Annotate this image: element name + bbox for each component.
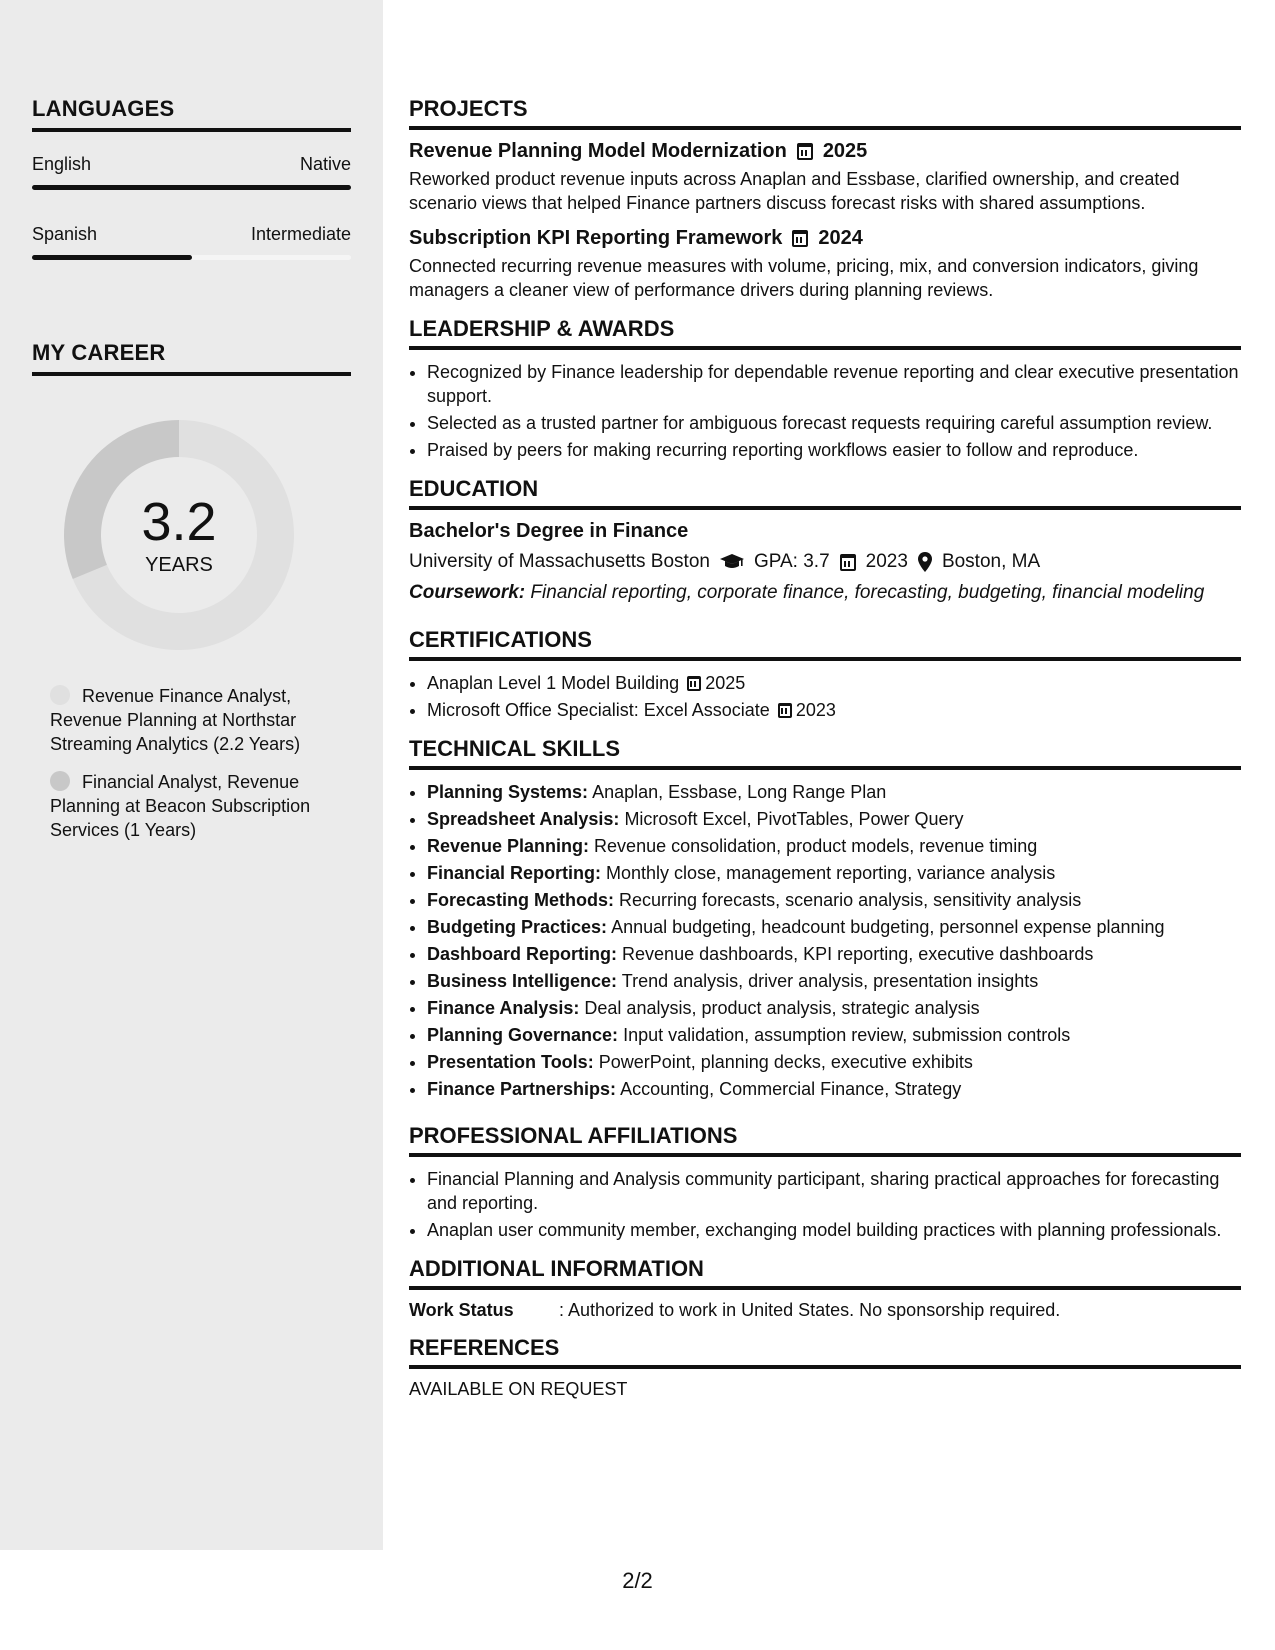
- certification-row: [427, 698, 1241, 722]
- certification-year: 2023: [795, 700, 836, 720]
- skill-item: [427, 1023, 1241, 1047]
- skill-item: [427, 807, 1241, 831]
- certification-name: • Anaplan Level 1 Model Building: [427, 673, 680, 693]
- calendar-icon: [687, 676, 701, 691]
- list-item: • Praised by peers for making recurring reporting workflows easier to follow and reproduce.: [427, 438, 1241, 462]
- degree-title: Bachelor's Degree in Finance: [409, 520, 689, 542]
- language-bar-fill: [32, 185, 351, 190]
- page-number: 2/2: [622, 1568, 653, 1593]
- skill-value: Deal analysis, product analysis, strategic analysis: [584, 998, 980, 1018]
- graduation-cap-icon: [720, 554, 744, 570]
- education-location: Boston, MA: [941, 551, 1041, 572]
- gpa: GPA: 3.7: [753, 551, 830, 572]
- skill-item: [427, 780, 1241, 804]
- work-status-value: : Authorized to work in United States. No sponsorship required.: [559, 1300, 1061, 1320]
- language-name: Spanish: [32, 224, 98, 244]
- career-total-years: 3.2: [141, 491, 217, 552]
- language-bar-fill: [32, 255, 192, 260]
- additional-info-heading: ADDITIONAL INFORMATION: [409, 1256, 1241, 1290]
- skill-value: Recurring forecasts, scenario analysis, sensitivity analysis: [619, 890, 1082, 910]
- education-section: [409, 476, 1241, 605]
- skill-label: Planning Systems:: [427, 782, 589, 802]
- school-name: University of Massachusetts Boston: [409, 551, 710, 572]
- skill-item: [427, 1077, 1241, 1101]
- career-legend-dot: [50, 685, 70, 705]
- skill-value: Anaplan, Essbase, Long Range Plan: [592, 782, 887, 802]
- skill-item: [427, 996, 1241, 1020]
- coursework-label: Coursework:: [409, 582, 526, 603]
- leadership-list: [409, 360, 1241, 462]
- project-year: 2025: [822, 140, 868, 162]
- project-description: Reworked product revenue inputs across Anaplan and Essbase, clarified ownership, and created scenario views that helped Finance partners discuss forecast risks with shared assumptions.: [409, 169, 1180, 213]
- skill-value: PowerPoint, planning decks, executive exhibits: [598, 1052, 973, 1072]
- main-content: [409, 96, 1241, 1414]
- certifications-section: [409, 627, 1241, 722]
- skill-item: [427, 969, 1241, 993]
- career-item: [50, 684, 351, 756]
- list-item: • Anaplan user community member, exchanging model building practices with planning professionals.: [427, 1218, 1241, 1242]
- skill-label: Financial Reporting:: [427, 863, 602, 883]
- languages-heading: LANGUAGES: [32, 96, 351, 132]
- certification-row: [427, 671, 1241, 695]
- calendar-icon: [778, 703, 792, 718]
- calendar-icon: [797, 143, 813, 160]
- skill-item: [427, 1050, 1241, 1074]
- work-status-row: [409, 1300, 1241, 1321]
- skill-item: [427, 861, 1241, 885]
- language-row: [32, 224, 351, 245]
- references-section: [409, 1335, 1241, 1400]
- certifications-heading: CERTIFICATIONS: [409, 627, 1241, 661]
- career-item-text: Revenue Finance Analyst, Revenue Planning at Northstar Streaming Analytics (2.2 Years): [50, 686, 301, 754]
- language-row: [32, 154, 351, 175]
- coursework: [409, 581, 1241, 605]
- calendar-icon: [792, 230, 808, 247]
- education-details: [409, 551, 1241, 573]
- skill-value: Accounting, Commercial Finance, Strategy: [620, 1079, 962, 1099]
- career-list: [32, 684, 351, 842]
- project-description: Connected recurring revenue measures with volume, pricing, mix, and conversion indicators, giving managers a cleaner view of performance drivers during planning reviews.: [409, 256, 1199, 300]
- skill-value: Revenue consolidation, product models, revenue timing: [594, 836, 1038, 856]
- skill-value: Input validation, assumption review, submission controls: [623, 1025, 1071, 1045]
- project-title-row: [409, 140, 1241, 163]
- language-name: English: [32, 154, 92, 174]
- skill-label: Presentation Tools:: [427, 1052, 594, 1072]
- calendar-icon: [840, 554, 856, 571]
- sidebar: [0, 0, 383, 1550]
- list-item: [427, 698, 1241, 722]
- skill-value: Annual budgeting, headcount budgeting, personnel expense planning: [611, 917, 1165, 937]
- career-heading: MY CAREER: [32, 340, 351, 376]
- additional-info-section: [409, 1256, 1241, 1321]
- career-item-text: Financial Analyst, Revenue Planning at Beacon Subscription Services (1 Years): [50, 772, 311, 840]
- affiliations-heading: PROFESSIONAL AFFILIATIONS: [409, 1123, 1241, 1157]
- skill-label: Finance Analysis:: [427, 998, 580, 1018]
- skill-value: Microsoft Excel, PivotTables, Power Query: [624, 809, 964, 829]
- sidebar-content: [32, 96, 351, 856]
- certifications-list: [409, 671, 1241, 722]
- language-item: [32, 154, 351, 190]
- affiliations-section: [409, 1123, 1241, 1242]
- skills-list: [409, 780, 1241, 1101]
- language-level: Native: [299, 154, 351, 174]
- references-text: AVAILABLE ON REQUEST: [409, 1379, 628, 1399]
- donut-center: [64, 420, 294, 650]
- list-item: • Recognized by Finance leadership for dependable revenue reporting and clear executive presentation support.: [427, 360, 1241, 408]
- skill-item: [427, 834, 1241, 858]
- skills-heading: TECHNICAL SKILLS: [409, 736, 1241, 770]
- language-item: [32, 224, 351, 260]
- map-pin-icon: [918, 552, 932, 572]
- skill-label: Budgeting Practices:: [427, 917, 608, 937]
- skill-label: Spreadsheet Analysis:: [427, 809, 620, 829]
- skill-label: Revenue Planning:: [427, 836, 590, 856]
- skill-label: Planning Governance:: [427, 1025, 619, 1045]
- skill-label: Finance Partnerships:: [427, 1079, 617, 1099]
- project-title-row: [409, 227, 1241, 250]
- certification-year: 2025: [705, 673, 746, 693]
- language-bar: [32, 255, 351, 260]
- affiliations-list: [409, 1167, 1241, 1242]
- skills-section: [409, 736, 1241, 1101]
- list-item: [427, 671, 1241, 695]
- leadership-section: [409, 316, 1241, 462]
- skill-value: Revenue dashboards, KPI reporting, executive dashboards: [622, 944, 1094, 964]
- project-title: Subscription KPI Reporting Framework: [409, 227, 783, 249]
- skill-item: [427, 915, 1241, 939]
- coursework-text: Financial reporting, corporate finance, forecasting, budgeting, financial modeling: [530, 582, 1205, 603]
- leadership-heading: LEADERSHIP & AWARDS: [409, 316, 1241, 350]
- skill-label: Business Intelligence:: [427, 971, 618, 991]
- projects-section: [409, 96, 1241, 302]
- skill-value: Monthly close, management reporting, variance analysis: [606, 863, 1056, 883]
- skill-label: Dashboard Reporting:: [427, 944, 618, 964]
- career-donut-chart: [64, 420, 294, 650]
- project-year: 2024: [818, 227, 863, 249]
- references-heading: REFERENCES: [409, 1335, 1241, 1369]
- projects-heading: PROJECTS: [409, 96, 1241, 130]
- career-legend-dot: [50, 771, 70, 791]
- certification-name: • Microsoft Office Specialist: Excel Associate: [427, 700, 770, 720]
- career-item: [50, 770, 351, 842]
- skill-item: [427, 888, 1241, 912]
- list-item: • Selected as a trusted partner for ambiguous forecast requests requiring careful assumption review.: [427, 411, 1241, 435]
- list-item: • Financial Planning and Analysis community participant, sharing practical approaches for forecasting and reporting.: [427, 1167, 1241, 1215]
- language-bar: [32, 185, 351, 190]
- work-status-label: Work Status: [409, 1300, 514, 1320]
- skill-label: Forecasting Methods:: [427, 890, 615, 910]
- career-total-unit: YEARS: [145, 553, 213, 576]
- skill-item: [427, 942, 1241, 966]
- graduation-year: 2023: [865, 551, 908, 572]
- project-title: Revenue Planning Model Modernization: [409, 140, 787, 162]
- education-heading: EDUCATION: [409, 476, 1241, 510]
- skill-value: Trend analysis, driver analysis, presentation insights: [621, 971, 1039, 991]
- language-level: Intermediate: [250, 224, 351, 244]
